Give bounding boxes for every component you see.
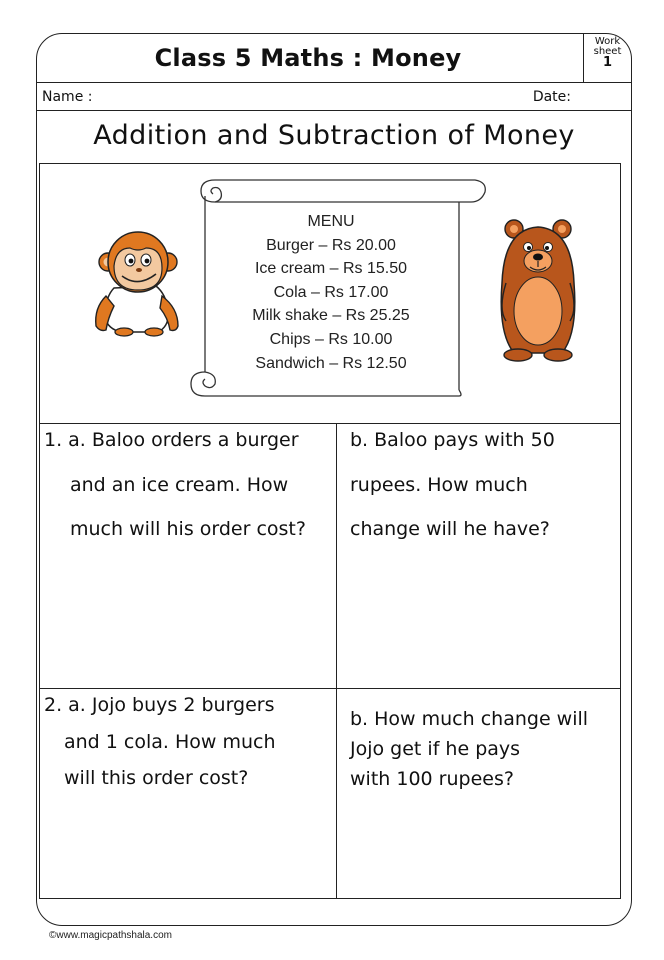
date-label: Date: xyxy=(532,89,571,105)
footer-site: www.magicpathshala.com xyxy=(56,930,172,941)
question-2a xyxy=(44,694,276,789)
question-1b xyxy=(350,429,555,540)
worksheet-label-line1: Work xyxy=(594,36,621,47)
menu-item: Ice cream – Rs 15.50 xyxy=(254,260,408,278)
footer-credit xyxy=(49,930,172,941)
question-line: and 1 cola. How much xyxy=(64,731,276,753)
grid-divider-vertical xyxy=(336,423,337,898)
question-1a xyxy=(44,429,306,540)
question-line: will this order cost? xyxy=(64,767,249,789)
question-line: 2. a. Jojo buys 2 burgers xyxy=(44,694,275,716)
menu-item: Chips – Rs 10.00 xyxy=(269,330,393,348)
question-line: rupees. How much xyxy=(350,474,528,496)
bear-illustration xyxy=(496,213,580,365)
menu-list xyxy=(206,210,456,375)
question-line: with 100 rupees? xyxy=(350,768,514,790)
question-line: change will he have? xyxy=(350,518,550,540)
title-row xyxy=(37,34,631,83)
worksheet-number-box xyxy=(583,34,631,82)
worksheet-number: 1 xyxy=(602,55,613,70)
menu-item: Milk shake – Rs 25.25 xyxy=(252,307,410,325)
question-line: and an ice cream. How xyxy=(70,474,289,496)
menu-item: Sandwich – Rs 12.50 xyxy=(255,354,407,372)
menu-item: Cola – Rs 17.00 xyxy=(273,283,389,301)
page-title: Class 5 Maths : Money xyxy=(154,44,462,72)
menu-item: Burger – Rs 20.00 xyxy=(266,236,396,254)
worksheet-subtitle: Addition and Subtraction of Money xyxy=(93,120,575,151)
menu-heading: MENU xyxy=(307,213,355,230)
name-label: Name : xyxy=(42,89,93,105)
question-line: Jojo get if he pays xyxy=(350,738,521,760)
grid-divider-top xyxy=(40,423,620,424)
copyright-symbol: © xyxy=(49,930,57,941)
question-line: 1. a. Baloo orders a burger xyxy=(44,429,299,451)
question-line: b. How much change will xyxy=(350,708,589,730)
worksheet-label-line2: sheet xyxy=(593,46,622,57)
question-line: b. Baloo pays with 50 xyxy=(350,429,555,451)
question-line: much will his order cost? xyxy=(70,518,306,540)
question-2b xyxy=(350,708,588,790)
name-date-row xyxy=(37,82,631,111)
grid-divider-middle xyxy=(40,688,620,689)
